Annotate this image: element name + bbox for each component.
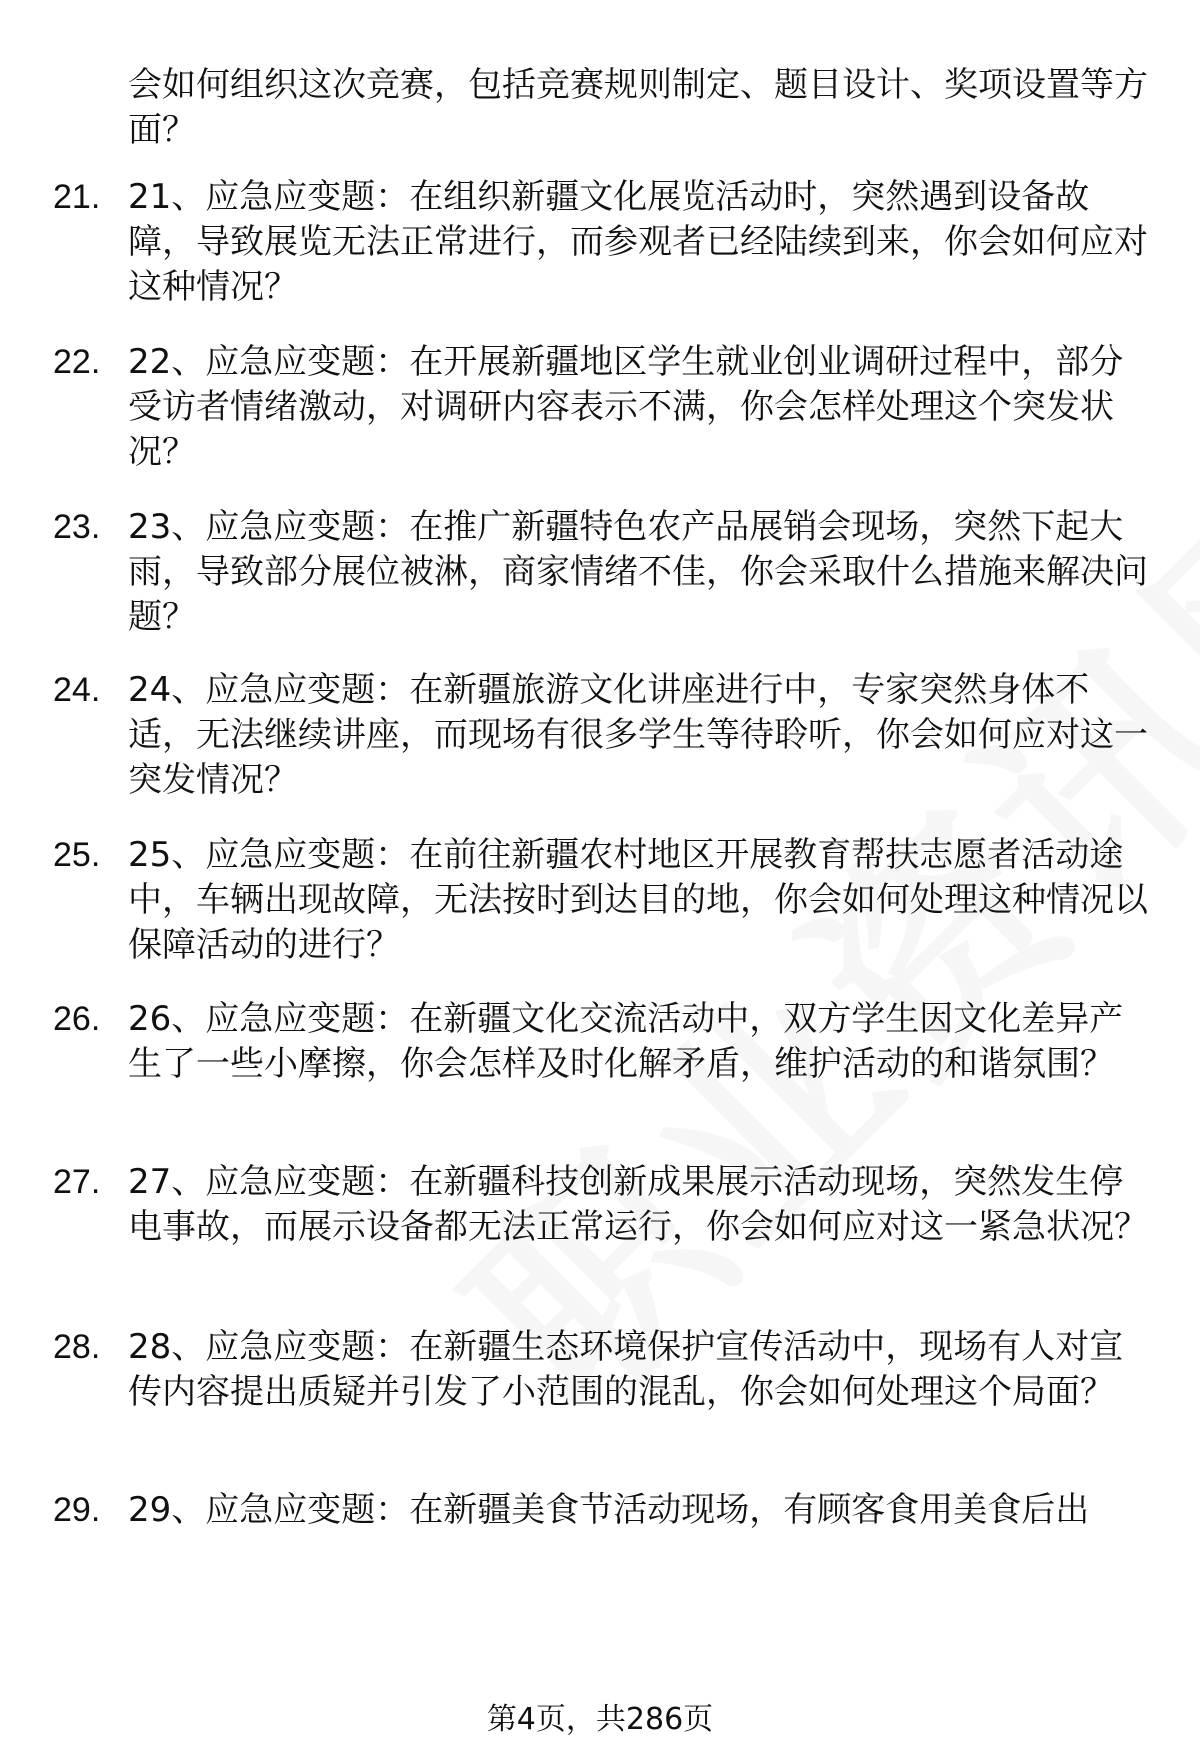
item-text: 28、应急应变题：在新疆生态环境保护宣传活动中，现场有人对宣传内容提出质疑并引发了小范围的混乱，你会如何处理这个局面？ (128, 1327, 1124, 1412)
item-text: 21、应急应变题：在组织新疆文化展览活动时，突然遇到设备故障，导致展览无法正常进行，而参观者已经陆续到来，你会如何应对这种情况？ (128, 177, 1148, 307)
item-number: 25. (53, 836, 101, 874)
item-number: 26. (53, 1000, 101, 1038)
item-text: 24、应急应变题：在新疆旅游文化讲座进行中，专家突然身体不适，无法继续讲座，而现场有很多学生等待聆听，你会如何应对这一突发情况？ (128, 670, 1148, 800)
item-number: 23. (53, 508, 101, 546)
carryover-paragraph: 会如何组织这次竞赛，包括竞赛规则制定、题目设计、奖项设置等方面？ (128, 65, 1148, 150)
item-number: 24. (53, 671, 101, 709)
item-text: 23、应急应变题：在推广新疆特色农产品展销会现场，突然下起大雨，导致部分展位被淋，商家情绪不佳，你会采取什么措施来解决问题？ (128, 507, 1148, 637)
item-number: 28. (53, 1328, 101, 1366)
item-text: 26、应急应变题：在新疆文化交流活动中，双方学生因文化差异产生了一些小摩擦，你会怎样及时化解矛盾，维护活动的和谐氛围？ (128, 999, 1124, 1084)
item-number: 27. (53, 1163, 101, 1201)
item-number: 29. (53, 1491, 101, 1529)
item-text: 25、应急应变题：在前往新疆农村地区开展教育帮扶志愿者活动途中，车辆出现故障，无法按时到达目的地，你会如何处理这种情况以保障活动的进行？ (128, 835, 1148, 965)
item-text: 27、应急应变题：在新疆科技创新成果展示活动现场，突然发生停电事故，而展示设备都无法正常运行，你会如何应对这一紧急状况？ (128, 1162, 1148, 1247)
item-text: 29、应急应变题：在新疆美食节活动现场，有顾客食用美食后出 (128, 1490, 1090, 1530)
item-number: 21. (53, 178, 101, 216)
page-footer: 第4页，共286页 (486, 1702, 714, 1737)
item-number: 22. (53, 343, 101, 381)
item-text: 22、应急应变题：在开展新疆地区学生就业创业调研过程中，部分受访者情绪激动，对调研内容表示不满，你会怎样处理这个突发状况？ (128, 342, 1124, 472)
